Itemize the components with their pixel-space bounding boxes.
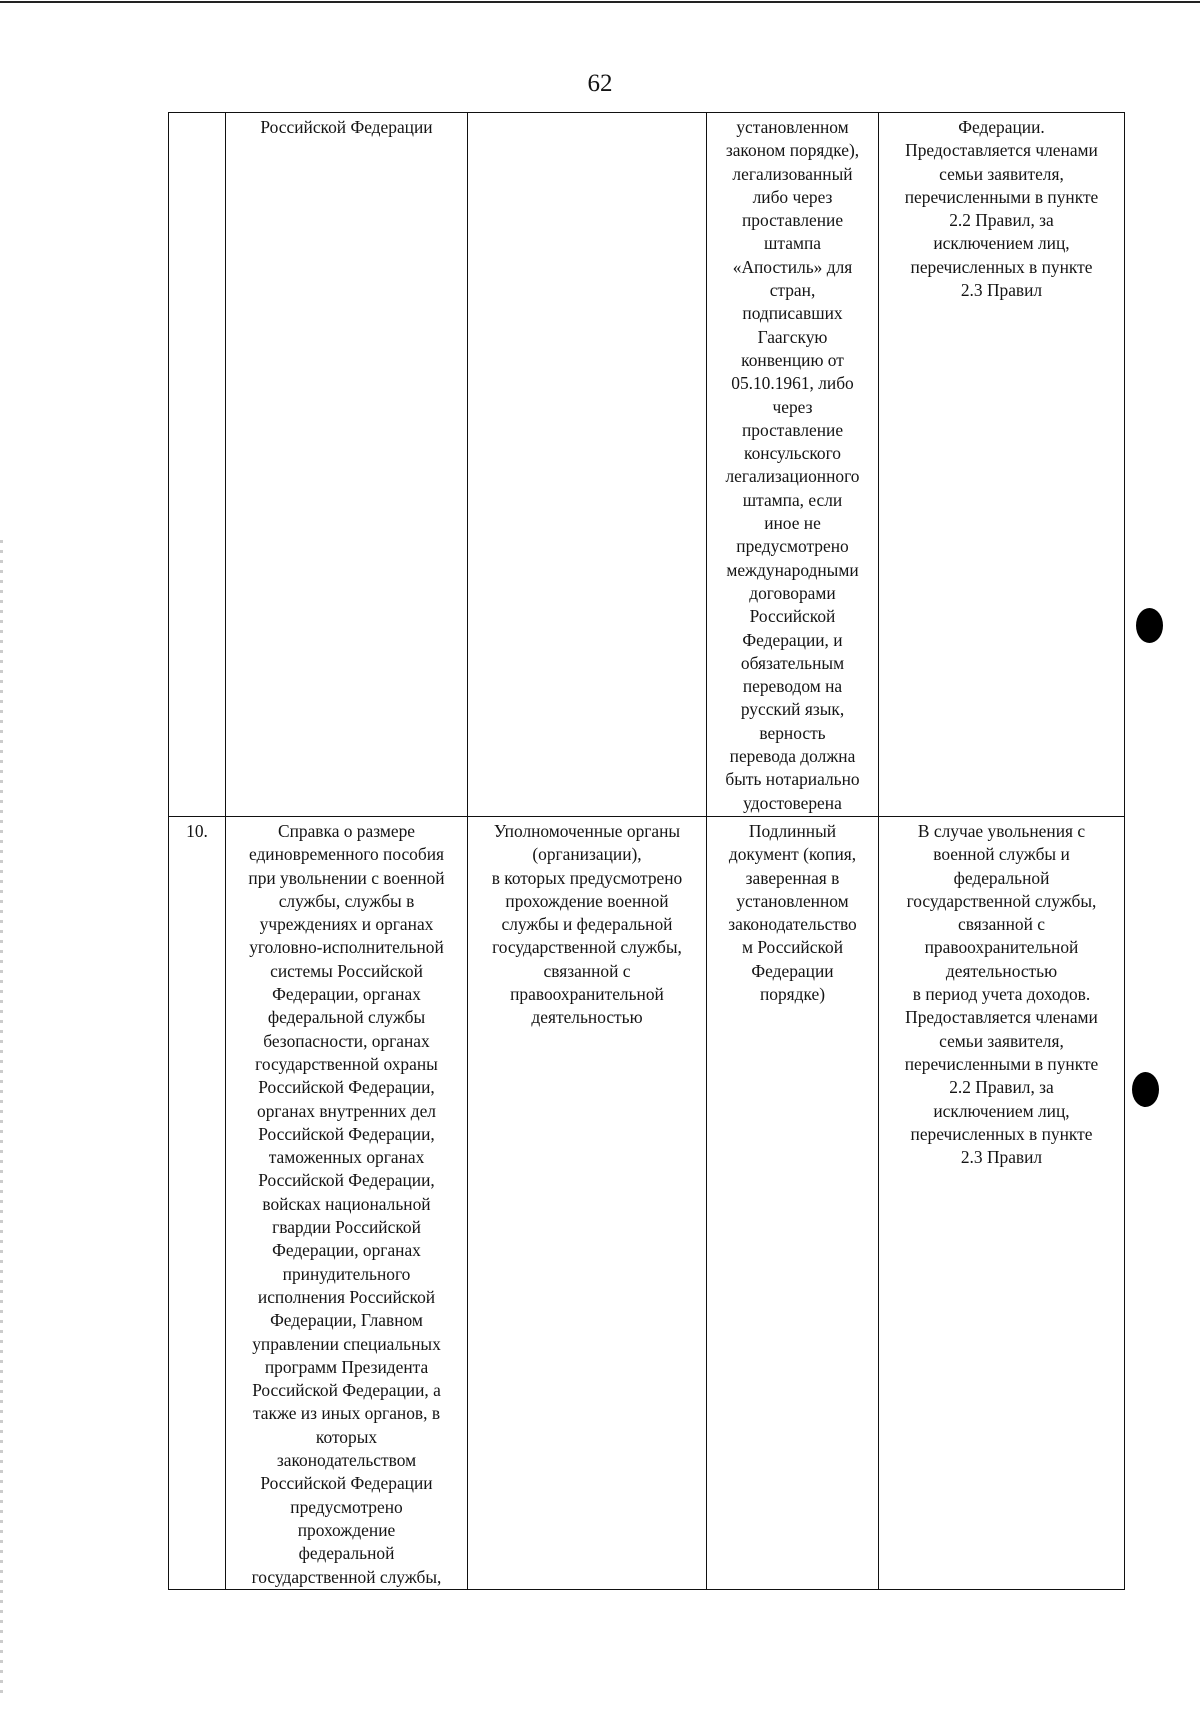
document-form-cell [707,817,879,1590]
cell-text-line: правоохранительной [510,984,664,1005]
cell-text-line: международными [726,559,859,580]
cell-text-line: исполнения Российской [257,1286,436,1307]
cell-text-line: заверенная в [745,867,840,888]
note-cell [879,817,1125,1590]
cell-text-line: Предоставляется членами [905,140,1098,161]
cell-text-line: государственной службы, [906,890,1097,911]
page-number: 62 [587,70,613,97]
cell-text-line: предусмотрено [290,1496,403,1517]
cell-text-line: 2.3 Правил [960,280,1043,301]
cell-text-line: м Российской [741,937,844,958]
cell-text-line: 05.10.1961, либо [731,373,854,394]
cell-text-line: связанной с [958,914,1045,935]
cell-text-line: перечисленными в пункте [904,1053,1099,1074]
cell-text-line: Российской Федерации [260,117,433,137]
cell-text-line: деятельностью [945,960,1058,981]
cell-text-line: установленном [736,890,849,911]
cell-text-line: Справка о размере [277,821,415,841]
cell-text-line: программ Президента [264,1356,429,1377]
cell-text-line: «Апостиль» для [732,256,853,277]
cell-text-line: Уполномоченные органы [493,821,681,841]
cell-text-line: безопасности, органах [263,1030,430,1051]
cell-text-line: переводом на [742,676,843,697]
cell-text-line: Российской Федерации, а [252,1380,441,1401]
cell-text-line: связанной с [543,960,631,981]
cell-text-line: перечисленных в пункте [910,1123,1093,1144]
cell-text-line: либо через [752,186,833,207]
cell-text-line: службы, службы в [278,890,415,911]
cell-text-line: установленном [736,117,849,137]
cell-text-line: Российской Федерации, [258,1077,435,1098]
document-table [168,112,1125,1590]
cell-text-line: проставление [741,419,844,440]
cell-text-line: уголовно-исполнительной [249,937,444,958]
cell-text-line: Гаагскую [757,326,828,347]
cell-text-line: семьи заявителя, [939,163,1064,184]
cell-text-line: федеральной [298,1543,395,1564]
cell-text-line: Федерации, органах [272,984,421,1005]
cell-text-line: которых [315,1426,378,1447]
cell-text-line: через [772,396,813,417]
document-name-cell [226,817,468,1590]
row-number [169,113,226,817]
cell-text-line: документ (копия, [728,844,857,865]
cell-text-line: Федерации. [958,117,1045,137]
cell-text-line: гвардии Российской [272,1217,421,1238]
cell-text-line: 2.2 Правил, за [949,210,1054,231]
cell-text-line: перечисленных в пункте [910,256,1093,277]
cell-text-line: государственной охраны [255,1053,438,1074]
cell-text-line: Подлинный [748,821,837,841]
cell-text-line: органах внутренних дел [257,1100,436,1121]
document-name-cell [226,113,468,817]
cell-text-line: прохождение [297,1519,396,1540]
cell-text-line: системы Российской [270,960,423,981]
cell-text-line: Российской Федерации [260,1473,433,1494]
cell-text-line: деятельностью [531,1007,643,1028]
cell-text-line: предусмотрено [736,536,849,557]
cell-text-line: Федерации, и [742,629,843,650]
cell-text-line: В случае увольнения с [917,821,1086,841]
cell-text-line: исключением лиц, [933,1100,1070,1121]
scan-hole-punch-mark [1132,1072,1159,1107]
note-cell [879,113,1125,817]
cell-text-line: в период учета доходов. [912,984,1091,1005]
table-row [169,113,1125,817]
cell-text-line: перевода должна [729,746,856,767]
cell-text-line: государственной службы, [492,937,682,958]
cell-text-line: федеральной [953,867,1050,888]
cell-text-line: военной службы и [933,844,1070,865]
cell-text-line: быть нотариально [725,769,860,790]
cell-text-line: Федерации [751,960,834,981]
cell-text-line: Российской Федерации, [258,1170,435,1191]
table-row [169,817,1125,1590]
cell-text-line: конвенцию от [741,349,844,370]
cell-text-line: Российской [749,606,836,627]
scan-top-border [0,1,1200,3]
row-number: 10. [169,817,226,1590]
cell-text-line: единовременного пособия [248,844,445,865]
cell-text-line: управлении специальных [252,1333,441,1354]
cell-text-line: таможенных органах [268,1147,425,1168]
cell-text-line: верность [759,722,826,743]
cell-text-line: иное не [764,513,821,534]
cell-text-line: обязательным [740,652,845,673]
cell-text-line: Российской Федерации, [258,1123,435,1144]
cell-text-line: Федерации, Главном [270,1310,423,1331]
cell-text-line: стран, [769,280,816,301]
cell-text-line: подписавших [742,303,843,324]
cell-text-line: штампа, если [742,489,843,510]
scan-hole-punch-mark [1136,608,1163,643]
cell-text-line: учреждениях и органах [259,914,434,935]
cell-text-line: государственной службы, [251,1566,442,1587]
cell-text-line: в которых предусмотрено [491,867,683,888]
cell-text-line: прохождение военной [505,890,669,911]
cell-text-line: консульского [744,443,841,464]
cell-text-line: правоохранительной [924,937,1079,958]
issuer-cell [468,817,707,1590]
cell-text-line: также из иных органов, в [252,1403,441,1424]
cell-text-line: исключением лиц, [933,233,1070,254]
cell-text-line: порядке) [759,984,826,1005]
cell-text-line: штампа [764,233,821,254]
cell-text-line: войсках национальной [262,1193,431,1214]
cell-text-line: при увольнении с военной [248,867,445,888]
cell-text-line: законом порядке), [725,140,860,161]
cell-text-line: договорами [749,582,836,603]
cell-text-line: Федерации, органах [272,1240,421,1261]
cell-text-line: проставление [741,210,844,231]
cell-text-line: 2.3 Правил [960,1147,1043,1168]
cell-text-line: семьи заявителя, [939,1030,1064,1051]
cell-text-line: службы и федеральной [501,914,673,935]
cell-text-line: легализованный [732,163,853,184]
cell-text-line: легализационного [725,466,860,487]
cell-text-line: (организации), [532,844,642,865]
cell-text-line: принудительного [282,1263,411,1284]
issuer-cell [468,113,707,817]
cell-text-line: перечисленными в пункте [904,186,1099,207]
cell-text-line: Предоставляется членами [905,1007,1098,1028]
cell-text-line: русский язык, [740,699,845,720]
cell-text-line: удостоверена [743,792,842,813]
cell-text-line: 2.2 Правил, за [949,1077,1054,1098]
cell-text-line: федеральной службы [267,1007,426,1028]
cell-text-line: законодательством [276,1450,417,1471]
scan-left-edge [0,540,3,1700]
document-form-cell [707,113,879,817]
cell-text-line: законодательство [728,914,857,935]
